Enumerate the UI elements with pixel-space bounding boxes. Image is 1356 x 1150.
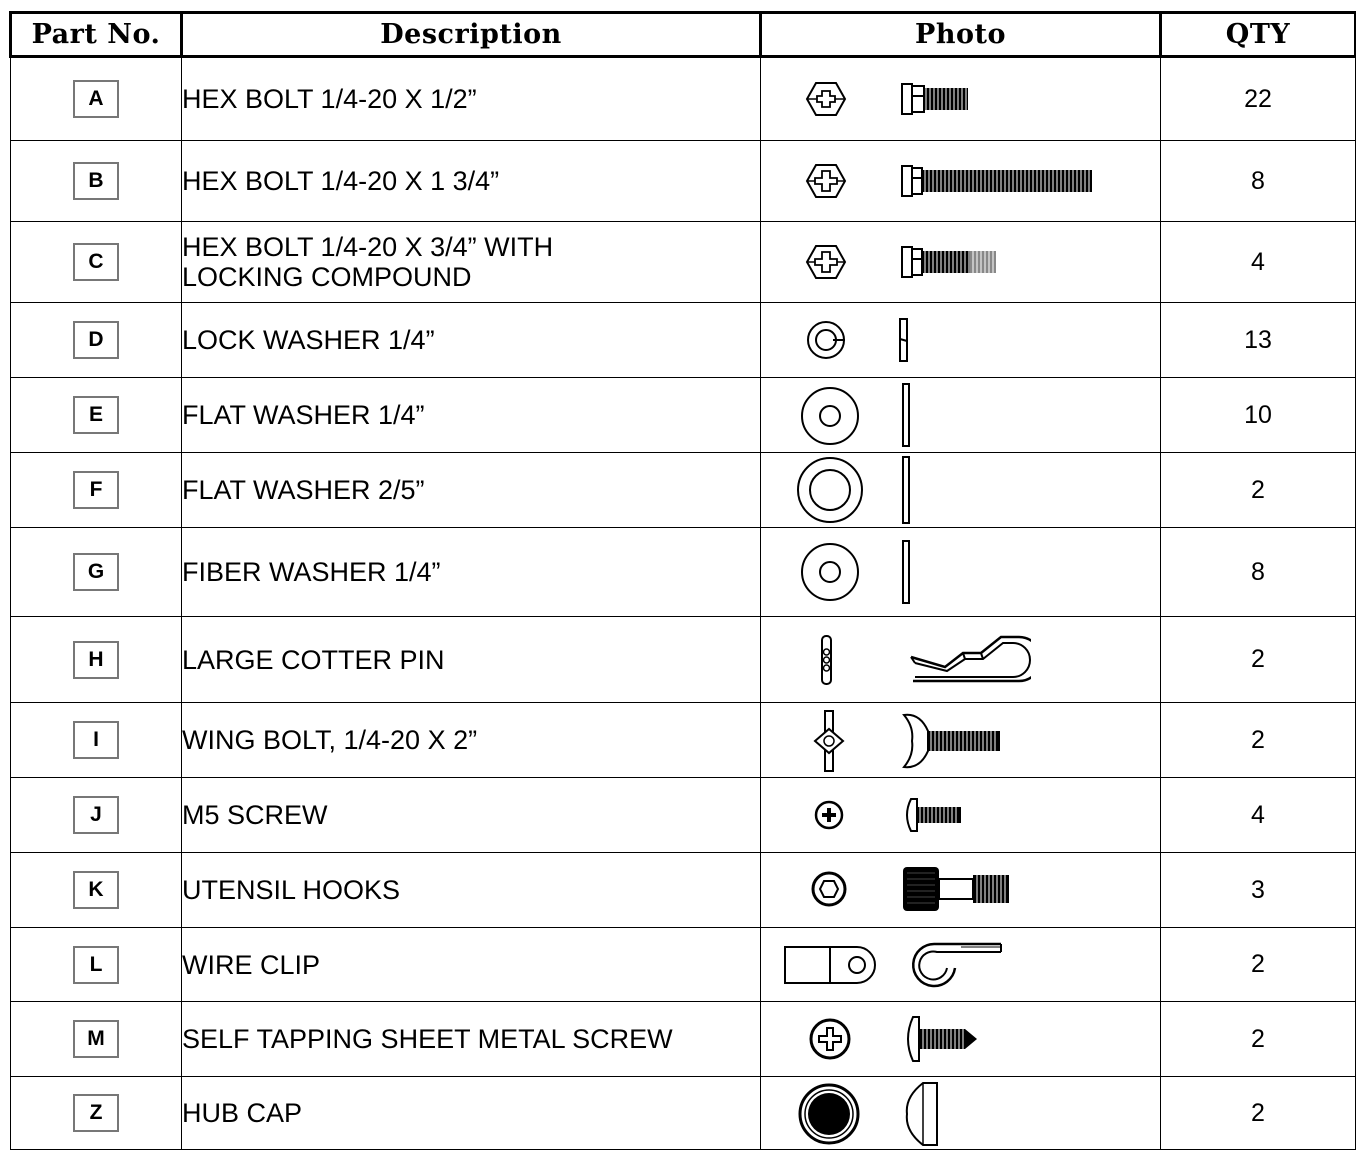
wire-clip-side-icon xyxy=(901,940,1007,990)
quantity: 13 xyxy=(1161,303,1356,378)
description: UTENSIL HOOKS xyxy=(182,853,761,928)
fiber-washer-top-icon xyxy=(799,541,861,603)
screw-top-icon xyxy=(813,799,845,831)
header-photo: Photo xyxy=(761,13,1161,57)
flat-washer-top-icon xyxy=(799,385,861,447)
self-tapping-screw-top-icon xyxy=(808,1017,852,1061)
part-label: E xyxy=(73,396,119,434)
description: HEX BOLT 1/4-20 X 1/2” xyxy=(182,57,761,141)
quantity: 4 xyxy=(1161,222,1356,303)
header-row xyxy=(11,13,1356,57)
description: FIBER WASHER 1/4” xyxy=(182,528,761,617)
part-label: L xyxy=(73,946,119,984)
hex-bolt-top-icon xyxy=(805,244,847,280)
part-label: A xyxy=(73,80,119,118)
header-part-no: Part No. xyxy=(11,13,182,57)
flat-washer-side-icon xyxy=(901,382,913,448)
cotter-pin-end-icon xyxy=(819,634,835,686)
description: M5 SCREW xyxy=(182,778,761,853)
table-row xyxy=(11,1002,1356,1077)
description: SELF TAPPING SHEET METAL SCREW xyxy=(182,1002,761,1077)
part-label: J xyxy=(73,796,119,834)
quantity: 8 xyxy=(1161,141,1356,222)
quantity: 10 xyxy=(1161,378,1356,453)
part-label: M xyxy=(73,1020,119,1058)
description: HEX BOLT 1/4-20 X 1 3/4” xyxy=(182,141,761,222)
hex-bolt-top-icon xyxy=(805,81,847,117)
hex-bolt-locking-side-icon xyxy=(900,243,1000,281)
part-label: H xyxy=(73,641,119,679)
table-row xyxy=(11,453,1356,528)
quantity: 2 xyxy=(1161,1002,1356,1077)
table-row xyxy=(11,57,1356,141)
hub-cap-front-icon xyxy=(797,1081,861,1147)
description: LARGE COTTER PIN xyxy=(182,617,761,703)
cotter-pin-side-icon xyxy=(901,631,1031,689)
table-row xyxy=(11,853,1356,928)
part-label: K xyxy=(73,871,119,909)
table-row xyxy=(11,617,1356,703)
hex-bolt-short-side-icon xyxy=(900,80,980,118)
quantity: 2 xyxy=(1161,1077,1356,1150)
flat-washer-large-top-icon xyxy=(795,455,865,525)
part-label: G xyxy=(73,553,119,591)
part-label: F xyxy=(73,471,119,509)
table-row xyxy=(11,778,1356,853)
description: WIRE CLIP xyxy=(182,928,761,1002)
lock-washer-side-icon xyxy=(898,317,910,363)
quantity: 2 xyxy=(1161,928,1356,1002)
description: WING BOLT, 1/4-20 X 2” xyxy=(182,703,761,778)
header-qty: QTY xyxy=(1161,13,1356,57)
screw-side-icon xyxy=(901,797,965,833)
description: LOCK WASHER 1/4” xyxy=(182,303,761,378)
part-label: B xyxy=(73,162,119,200)
quantity: 2 xyxy=(1161,703,1356,778)
description: HUB CAP xyxy=(182,1077,761,1150)
quantity: 3 xyxy=(1161,853,1356,928)
description: FLAT WASHER 2/5” xyxy=(182,453,761,528)
table-row xyxy=(11,222,1356,303)
description: FLAT WASHER 1/4” xyxy=(182,378,761,453)
table-row xyxy=(11,928,1356,1002)
table-row xyxy=(11,378,1356,453)
flat-washer-large-side-icon xyxy=(901,455,913,525)
part-label: I xyxy=(73,721,119,759)
parts-table xyxy=(9,11,1356,1150)
description: HEX BOLT 1/4-20 X 3/4” WITH LOCKING COMPOUND xyxy=(182,222,761,303)
wire-clip-flat-icon xyxy=(783,943,881,987)
part-label: C xyxy=(73,243,119,281)
parts-sheet xyxy=(9,11,1354,1150)
quantity: 2 xyxy=(1161,617,1356,703)
hex-bolt-long-side-icon xyxy=(900,162,1096,200)
wing-bolt-top-icon xyxy=(811,709,847,773)
lock-washer-top-icon xyxy=(805,319,847,361)
part-label: D xyxy=(73,321,119,359)
self-tapping-screw-side-icon xyxy=(901,1015,981,1063)
hub-cap-side-icon xyxy=(901,1081,941,1147)
quantity: 4 xyxy=(1161,778,1356,853)
quantity: 8 xyxy=(1161,528,1356,617)
table-row xyxy=(11,303,1356,378)
part-label: Z xyxy=(73,1094,119,1132)
wing-bolt-side-icon xyxy=(900,709,1004,773)
utensil-hook-side-icon xyxy=(901,865,1013,913)
hex-bolt-top-icon xyxy=(805,163,847,199)
header-description: Description xyxy=(182,13,761,57)
quantity: 22 xyxy=(1161,57,1356,141)
utensil-hook-top-icon xyxy=(810,870,848,908)
table-row xyxy=(11,703,1356,778)
quantity: 2 xyxy=(1161,453,1356,528)
fiber-washer-side-icon xyxy=(901,539,913,605)
table-row xyxy=(11,528,1356,617)
table-row xyxy=(11,141,1356,222)
